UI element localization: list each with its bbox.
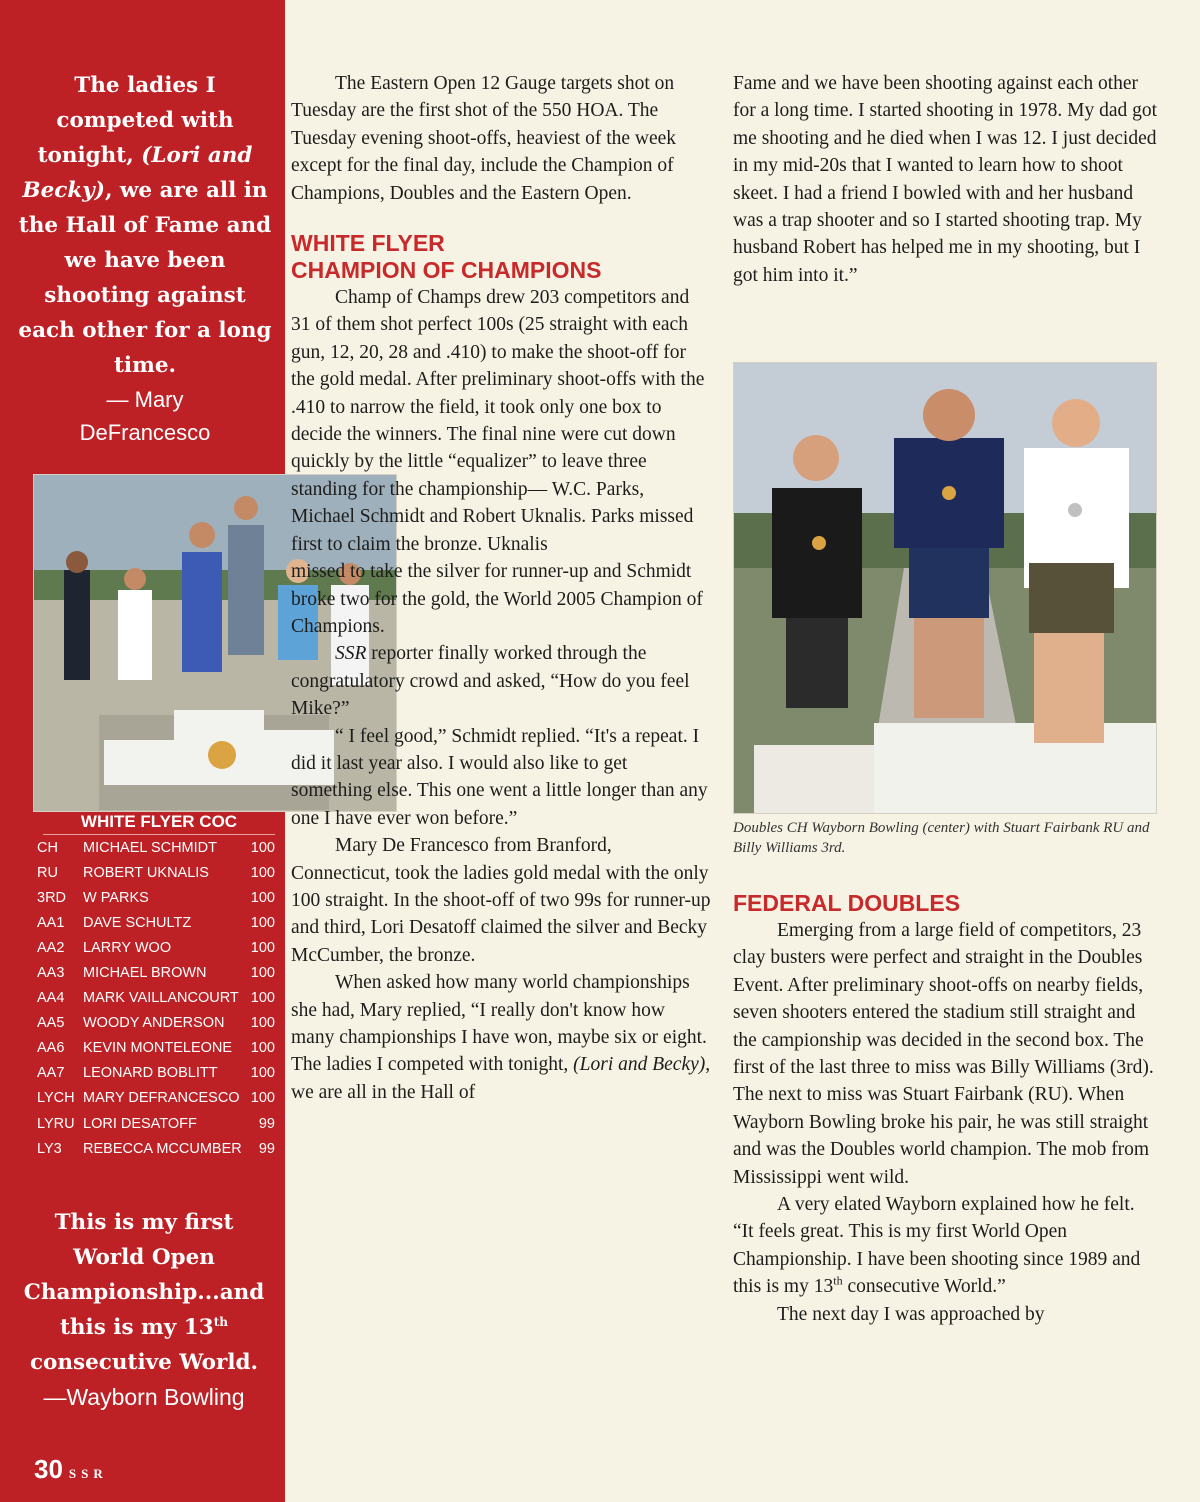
paragraph-coc-bottom: missed to take the silver for runner-up and Schmidt broke two for the gold, the World 2005 Champion of Champions. [291,561,703,637]
results-name: MARK VAILLANCOURT [83,990,239,1007]
paragraph-doubles: Emerging from a large field of competitors, 23 clay busters were perfect and straight in the Doubles Event. After preliminary shoot-offs on nearby fields, seven shooters entered the stadium still straight and the campionship was decided in the second box. The first of the last three to miss was Billy Williams (3rd). The next to miss was Stuart Fairbank (RU). When Wayborn Bowling broke his pair, he was still straight and was the Doubles world champion. The mob from Mississippi went wild. [733,920,1154,1188]
results-row [33,885,275,910]
magazine-name: SSR [68,1466,108,1481]
results-rank: AA1 [37,914,65,931]
results-name: LORI DESATOFF [83,1115,197,1132]
results-rank: LYRU [37,1115,75,1132]
results-row [33,1111,275,1136]
results-rank: CH [37,839,58,856]
photo-caption: Doubles CH Wayborn Bowling (center) with Stuart Fairbank RU and Billy Williams 3rd. [733,820,1150,856]
pull-quote-text: This is my first World Open Championship...and this is my 13 [23,1210,265,1340]
paragraph-reporter [291,640,711,722]
results-rank: AA5 [37,1015,65,1032]
results-score: 100 [250,914,275,931]
results-row [33,1136,275,1161]
results-score: 99 [258,1115,275,1132]
results-table [33,810,275,1161]
results-title: WHITE FLYER COC [43,810,275,835]
results-name: ROBERT UKNALIS [83,864,209,881]
section-heading-doubles: FEDERAL DOUBLES [733,890,961,916]
pull-quote-attribution: — Mary [106,387,184,412]
pull-quote-text-cont: , we are all in the Hall of Fame and we have been shooting against each other for a long time. [18,178,272,378]
pull-quote-text-cont: consecutive World. [29,1350,259,1375]
page-folio [34,1454,108,1485]
photo-doubles-podium [733,362,1157,814]
results-rank: RU [37,864,58,881]
results-name: WOODY ANDERSON [83,1015,225,1032]
results-score: 100 [250,864,275,881]
results-name: KEVIN MONTELEONE [83,1040,233,1057]
article-column-middle [291,70,711,1106]
results-score: 100 [250,889,275,906]
reporter-text: reporter finally worked through the congratulatory crowd and asked, “How do you feel Mike?” [291,643,690,720]
results-row [33,986,275,1011]
results-score: 99 [258,1140,275,1157]
paragraph-coc-wrap: the gold medal. After preliminary shoot-offs with the .410 to narrow the field, it took only one box to decide the winners. The final nine were cut down quickly by the little “equalizer” to leave three standing for the championship— W.C. Parks, Michael Schmidt and Robert Uknalis. Parks missed first to claim the bronze. Uknalis [291,369,705,555]
results-row [33,1061,275,1086]
pull-quote-wayborn [18,1205,270,1415]
results-row [33,910,275,935]
paragraph-schmidt: “ I feel good,” Schmidt replied. “It's a repeat. I did it last year also. I would also like to get something else. This one went a little longer than any one I have ever won before.” [291,725,708,829]
pull-quote-attribution-name: DeFrancesco [79,420,211,445]
results-score: 100 [250,1015,275,1032]
paragraph-coc-top: Champ of Champs drew 203 competitors and 31 of them shot perfect 100s (25 straight with each gun, 12, 20, 28 and .410) to make the shoot-off for [291,287,690,363]
pull-quote-emphasis: (Lori and Becky) [22,143,253,203]
article-column-right [733,70,1158,289]
results-score: 100 [250,939,275,956]
results-name: W PARKS [83,889,149,906]
results-row [33,1086,275,1111]
results-row [33,1011,275,1036]
results-score: 100 [250,1065,275,1082]
results-name: MARY DEFRANCESCO [83,1090,240,1107]
pull-quote-attribution: —Wayborn Bowling [43,1384,245,1410]
wayborn-text: A very elated Wayborn explained how he felt. “It feels great. This is my first World Open Championship. I have been shooting since 1989 and this is my 13 [733,1194,1141,1298]
championships-text-end: , we are all in the Hall of [291,1054,711,1103]
results-score: 100 [250,990,275,1007]
paragraph-wayborn [733,1191,1158,1301]
results-rank: AA6 [37,1040,65,1057]
article-column-right-lower [733,890,1158,1328]
results-rank: AA3 [37,965,65,982]
results-score: 100 [250,1040,275,1057]
results-name: LEONARD BOBLITT [83,1065,218,1082]
section-heading-coc-2: CHAMPION OF CHAMPIONS [291,257,602,284]
pull-quote-sup: th [213,1314,228,1329]
results-row [33,960,275,985]
paragraph-next-day: The next day I was approached by [777,1303,1045,1325]
results-name: DAVE SCHULTZ [83,914,192,931]
results-name: MICHAEL SCHMIDT [83,839,217,856]
paragraph-continued: Fame and we have been shooting against each other for a long time. I started shooting in 1978. My dad got me shooting and he died when I was 12. I just decided in my mid-20s that I wanted to learn how to shoot skeet. I had a friend I bowled with and her husband was a trap shooter and so I started shooting trap. My husband Robert has helped me in my shooting, but I got him into it.” [733,73,1158,286]
results-name: LARRY WOO [83,939,172,956]
results-score: 100 [250,965,275,982]
results-name: REBECCA MCCUMBER [83,1140,242,1157]
results-rank: AA2 [37,939,65,956]
pull-quote-text: The ladies I competed with tonight, [37,73,234,168]
section-heading-coc-1: WHITE FLYER [291,230,445,257]
results-row [33,935,275,960]
results-row [33,1036,275,1061]
results-rank: LY3 [37,1140,62,1157]
intro-paragraph: The Eastern Open 12 Gauge targets shot on Tuesday are the first shot of the 550 HOA. The Tuesday evening shoot-offs, heaviest of the week except for the final day, include the Champion of Champions, Doubles and the Eastern Open. [291,73,677,204]
pull-quote-mary [14,68,276,449]
wayborn-text-end: consecutive World.” [842,1276,1006,1298]
results-name: MICHAEL BROWN [83,965,207,982]
results-score: 100 [250,839,275,856]
paragraph-mary: Mary De Francesco from Branford, Connecticut, took the ladies gold medal with the only 100 straight. In the shoot-off of two 99s for runner-up and third, Lori Desatoff claimed the silver and Becky McCumber, the bronze. [291,835,711,966]
results-rank: LYCH [37,1090,75,1107]
results-score: 100 [250,1090,275,1107]
page-number: 30 [34,1454,63,1484]
championships-text: When asked how many world championships she had, Mary replied, “I really don't know how many championships I have won, maybe six or eight. The ladies I competed with tonight, [291,972,707,1076]
wayborn-sup: th [833,1273,843,1288]
results-rank: AA4 [37,990,65,1007]
paragraph-championships [291,969,711,1106]
championships-emphasis: (Lori and Becky) [573,1054,706,1076]
results-row [33,835,275,860]
reporter-emphasis: SSR [335,643,367,665]
results-rank: AA7 [37,1065,65,1082]
results-rank: 3RD [37,889,67,906]
results-row [33,860,275,885]
